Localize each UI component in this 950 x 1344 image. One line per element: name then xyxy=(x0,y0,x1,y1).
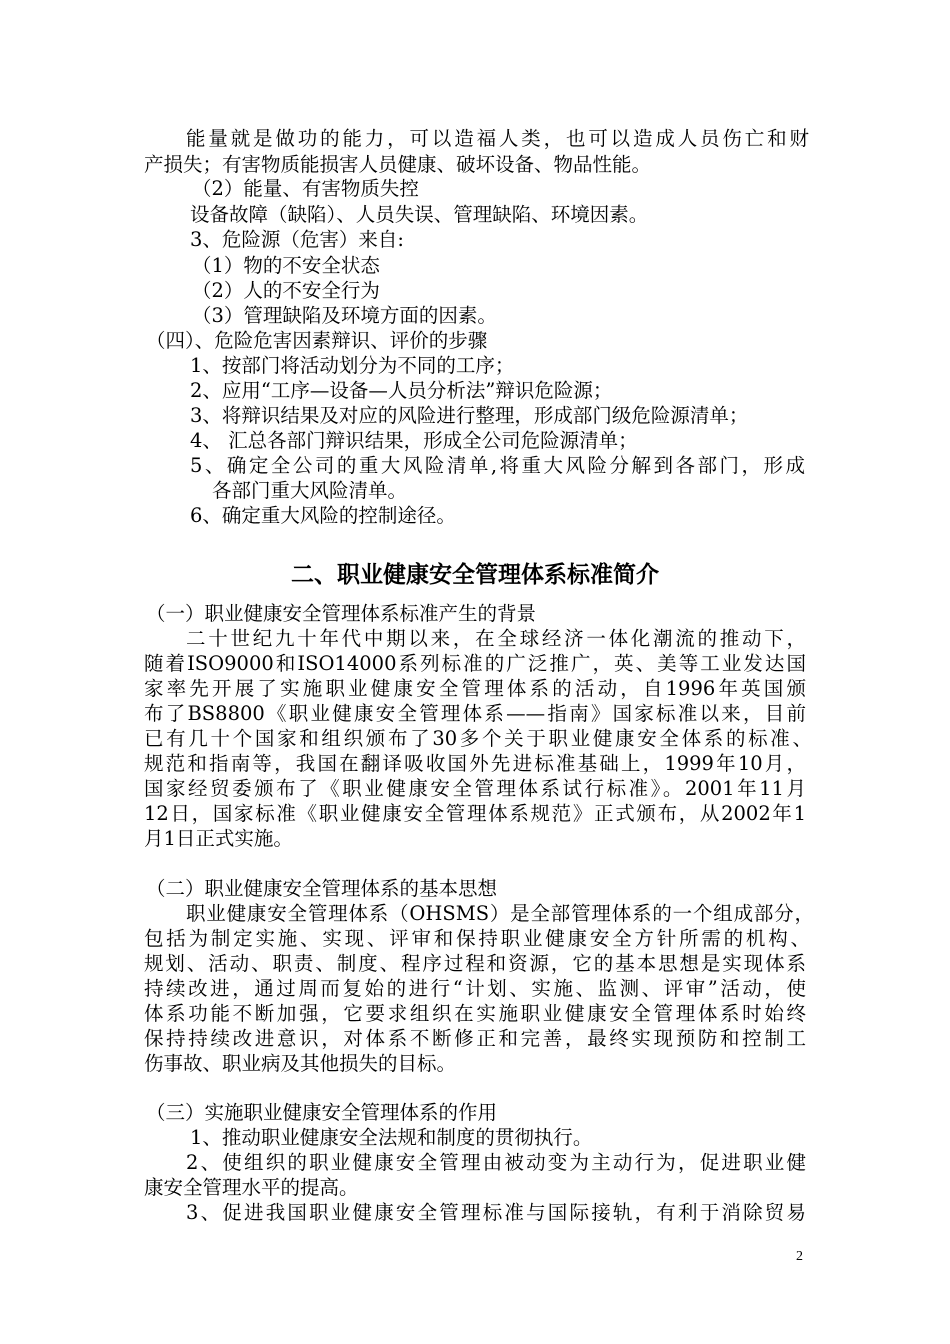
paragraph-line: 持续改进，通过周而复始的进行“计划、实施、监测、评审”活动，使 xyxy=(144,977,806,1000)
paragraph-line: 二十世纪九十年代中期以来，在全球经济一体化潮流的推动下， xyxy=(186,627,806,650)
paragraph-line: 产损失；有害物质能损害人员健康、破坏设备、物品性能。 xyxy=(144,153,652,176)
list-item: 3、促进我国职业健康安全管理标准与国际接轨，有利于消除贸易 xyxy=(186,1201,806,1224)
paragraph-line: 包括为制定实施、实现、评审和保持职业健康安全方针所需的机构、 xyxy=(144,927,810,950)
paragraph-line: 月1日正式实施。 xyxy=(144,827,293,850)
list-item: （1）物的不安全状态 xyxy=(192,254,380,277)
list-item: 1、推动职业健康安全法规和制度的贯彻执行。 xyxy=(190,1126,593,1149)
list-item: 4、 汇总各部门辩识结果，形成全公司危险源清单； xyxy=(190,429,638,452)
paragraph-line: 家率先开展了实施职业健康安全管理体系的活动，自1996年英国颁 xyxy=(144,677,806,700)
chapter-heading: 二、职业健康安全管理体系标准简介 xyxy=(291,562,659,588)
list-item: （3）管理缺陷及环境方面的因素。 xyxy=(192,304,497,327)
list-item: 2、应用“工序—设备—人员分析法”辩识危险源； xyxy=(190,379,613,402)
list-item: 5、确定全公司的重大风险清单,将重大风险分解到各部门，形成 xyxy=(190,454,805,477)
paragraph-line: 职业健康安全管理体系（OHSMS）是全部管理体系的一个组成部分， xyxy=(186,902,814,925)
list-item: （2）人的不安全行为 xyxy=(192,279,380,302)
paragraph-line: 随着ISO9000和ISO14000系列标准的广泛推广，英、美等工业发达国 xyxy=(144,652,806,675)
paragraph-line: 伤事故、职业病及其他损失的目标。 xyxy=(144,1052,457,1075)
section-title: （二）职业健康安全管理体系的基本思想 xyxy=(146,877,498,900)
paragraph-line: 能量就是做功的能力，可以造福人类，也可以造成人员伤亡和财 xyxy=(186,127,809,150)
list-item: 6、确定重大风险的控制途径。 xyxy=(190,504,456,527)
paragraph-line: 已有几十个国家和组织颁布了30多个关于职业健康安全体系的标准、 xyxy=(144,727,812,750)
paragraph-line: （2）能量、有害物质失控 xyxy=(192,177,419,200)
paragraph-line: 12日，国家标准《职业健康安全管理体系规范》正式颁布，从2002年1 xyxy=(144,802,806,825)
list-item-continuation: 各部门重大风险清单。 xyxy=(212,479,408,502)
paragraph-line: 国家经贸委颁布了《职业健康安全管理体系试行标准》。2001年11月 xyxy=(144,777,806,800)
section-title: （四）、危险危害因素辩识、评价的步骤 xyxy=(146,329,488,352)
list-item: 2、使组织的职业健康安全管理由被动变为主动行为，促进职业健 xyxy=(186,1151,806,1174)
section-title: （一）职业健康安全管理体系标准产生的背景 xyxy=(146,602,537,625)
section-title: （三）实施职业健康安全管理体系的作用 xyxy=(146,1101,498,1124)
paragraph-line: 体系功能不断加强，它要求组织在实施职业健康安全管理体系时始终 xyxy=(144,1002,806,1025)
list-item: 1、按部门将活动划分为不同的工序； xyxy=(190,354,515,377)
list-item-continuation: 康安全管理水平的提高。 xyxy=(144,1176,359,1199)
page-number: 2 xyxy=(796,1249,803,1264)
paragraph-line: 规范和指南等，我国在翻译吸收国外先进标准基础上，1999年10月， xyxy=(144,752,806,775)
paragraph-line: 设备故障（缺陷）、人员失误、管理缺陷、环境因素。 xyxy=(190,203,649,226)
paragraph-line: 布了BS8800《职业健康安全管理体系——指南》国家标准以来，目前 xyxy=(144,702,806,725)
list-item: 3、将辩识结果及对应的风险进行整理，形成部门级危险源清单； xyxy=(190,404,749,427)
paragraph-line: 3、危险源（危害）来自: xyxy=(190,228,404,251)
paragraph-line: 保持持续改进意识，对体系不断修正和完善，最终实现预防和控制工 xyxy=(144,1027,806,1050)
paragraph-line: 规划、活动、职责、制度、程序过程和资源，它的基本思想是实现体系 xyxy=(144,952,806,975)
